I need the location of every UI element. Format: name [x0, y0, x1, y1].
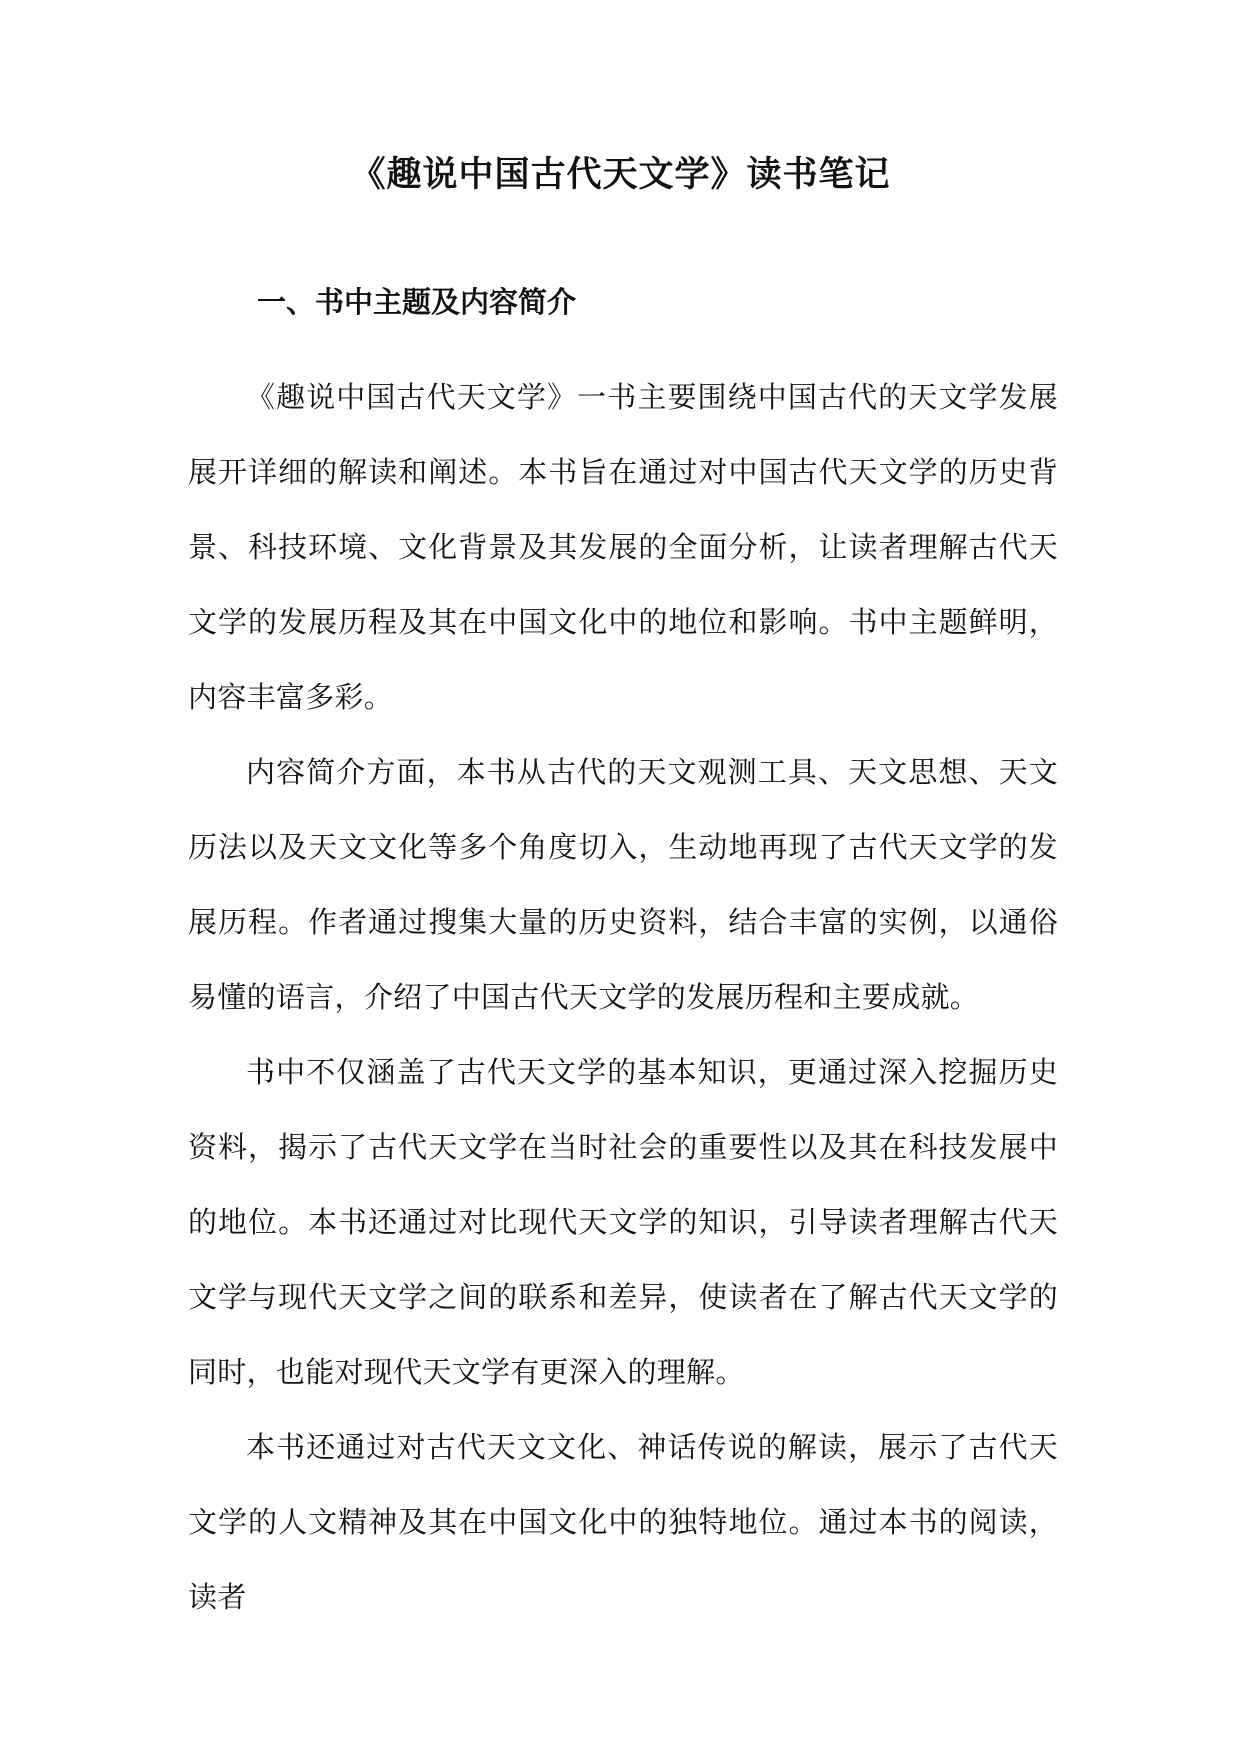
- document-body: [188, 360, 1058, 1635]
- paragraph-1: 《趣说中国古代天文学》一书主要围绕中国古代的天文学发展展开详细的解读和阐述。本书旨在通过对中国古代天文学的历史背景、科技环境、文化背景及其发展的全面分析，让读者理解古代天文学的发展历程及其在中国文化中的地位和影响。书中主题鲜明，内容丰富多彩。: [188, 380, 1058, 714]
- document-title: 《趣说中国古代天文学》读书笔记: [350, 154, 891, 195]
- paragraph-2: 内容简介方面，本书从古代的天文观测工具、天文思想、天文历法以及天文文化等多个角度切入，生动地再现了古代天文学的发展历程。作者通过搜集大量的历史资料，结合丰富的实例，以通俗易懂的语言，介绍了中国古代天文学的发展历程和主要成就。: [188, 755, 1058, 1014]
- paragraph-3: 书中不仅涵盖了古代天文学的基本知识，更通过深入挖掘历史资料，揭示了古代天文学在当时社会的重要性以及其在科技发展中的地位。本书还通过对比现代天文学的知识，引导读者理解古代天文学与现代天文学之间的联系和差异，使读者在了解古代天文学的同时，也能对现代天文学有更深入的理解。: [188, 1055, 1058, 1389]
- paragraph-4: 本书还通过对古代天文文化、神话传说的解读，展示了古代天文学的人文精神及其在中国文化中的独特地位。通过本书的阅读，读者: [188, 1430, 1058, 1614]
- section-heading: 一、书中主题及内容简介: [257, 285, 577, 319]
